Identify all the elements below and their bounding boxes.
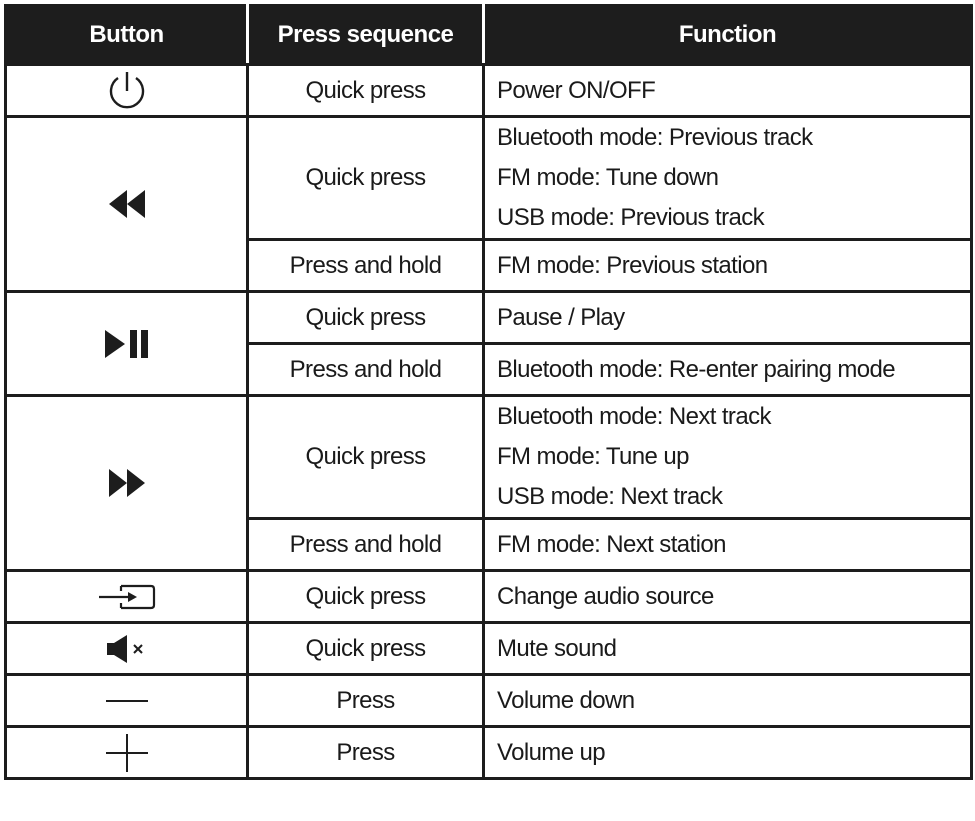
press-sequence-cell: Quick press — [248, 396, 484, 519]
press-sequence-cell: Quick press — [248, 292, 484, 344]
press-sequence-cell: Press and hold — [248, 344, 484, 396]
table-row — [6, 292, 972, 344]
function-text: Mute sound — [497, 634, 617, 662]
minus-icon — [104, 691, 150, 711]
table-row — [6, 571, 972, 623]
function-text: FM mode: Tune up — [497, 443, 689, 470]
button-cell — [6, 571, 248, 623]
function-text: Bluetooth mode: Re-enter pairing mode — [497, 355, 896, 383]
function-cell — [484, 344, 972, 396]
header-function: Function — [484, 6, 972, 65]
button-cell — [6, 117, 248, 292]
button-cell — [6, 623, 248, 675]
table-row — [6, 675, 972, 727]
function-cell — [484, 571, 972, 623]
play-pause-icon — [103, 327, 151, 361]
header-button: Button — [6, 6, 248, 65]
source-input-icon — [97, 581, 157, 613]
power-icon — [105, 69, 149, 113]
mute-icon — [105, 633, 149, 665]
button-function-table — [4, 4, 973, 780]
function-text: Bluetooth mode: Previous track — [497, 124, 813, 151]
press-sequence-cell: Press and hold — [248, 519, 484, 571]
table-row — [6, 727, 972, 779]
press-sequence-cell: Quick press — [248, 623, 484, 675]
button-cell — [6, 65, 248, 117]
fast-forward-icon — [107, 466, 147, 500]
press-sequence-cell: Quick press — [248, 571, 484, 623]
table-row — [6, 623, 972, 675]
press-sequence-cell: Quick press — [248, 65, 484, 117]
button-cell — [6, 675, 248, 727]
function-cell — [484, 727, 972, 779]
function-text: Volume down — [497, 686, 635, 714]
button-cell — [6, 292, 248, 396]
button-cell — [6, 727, 248, 779]
function-cell — [484, 292, 972, 344]
function-cell — [484, 117, 972, 240]
button-cell — [6, 396, 248, 571]
button-function-table-container — [4, 4, 970, 817]
function-text: FM mode: Previous station — [497, 251, 768, 279]
function-text: FM mode: Next station — [497, 530, 726, 558]
function-text: USB mode: Previous track — [497, 204, 765, 231]
table-header-row — [6, 6, 972, 65]
function-cell — [484, 396, 972, 519]
function-text: Volume up — [497, 738, 606, 766]
function-text: USB mode: Next track — [497, 483, 723, 510]
function-text: Change audio source — [497, 582, 714, 610]
function-text: Pause / Play — [497, 303, 625, 331]
press-sequence-cell: Press and hold — [248, 240, 484, 292]
function-text: FM mode: Tune down — [497, 164, 719, 191]
press-sequence-cell: Press — [248, 675, 484, 727]
table-row — [6, 65, 972, 117]
press-sequence-cell: Press — [248, 727, 484, 779]
plus-icon — [104, 733, 150, 773]
header-press-sequence: Press sequence — [248, 6, 484, 65]
function-cell — [484, 65, 972, 117]
function-text: Power ON/OFF — [497, 76, 656, 104]
rewind-icon — [107, 187, 147, 221]
function-cell — [484, 623, 972, 675]
press-sequence-cell: Quick press — [248, 117, 484, 240]
function-cell — [484, 240, 972, 292]
table-row — [6, 396, 972, 519]
function-text: Bluetooth mode: Next track — [497, 403, 771, 430]
function-cell — [484, 519, 972, 571]
table-row — [6, 117, 972, 240]
function-cell — [484, 675, 972, 727]
